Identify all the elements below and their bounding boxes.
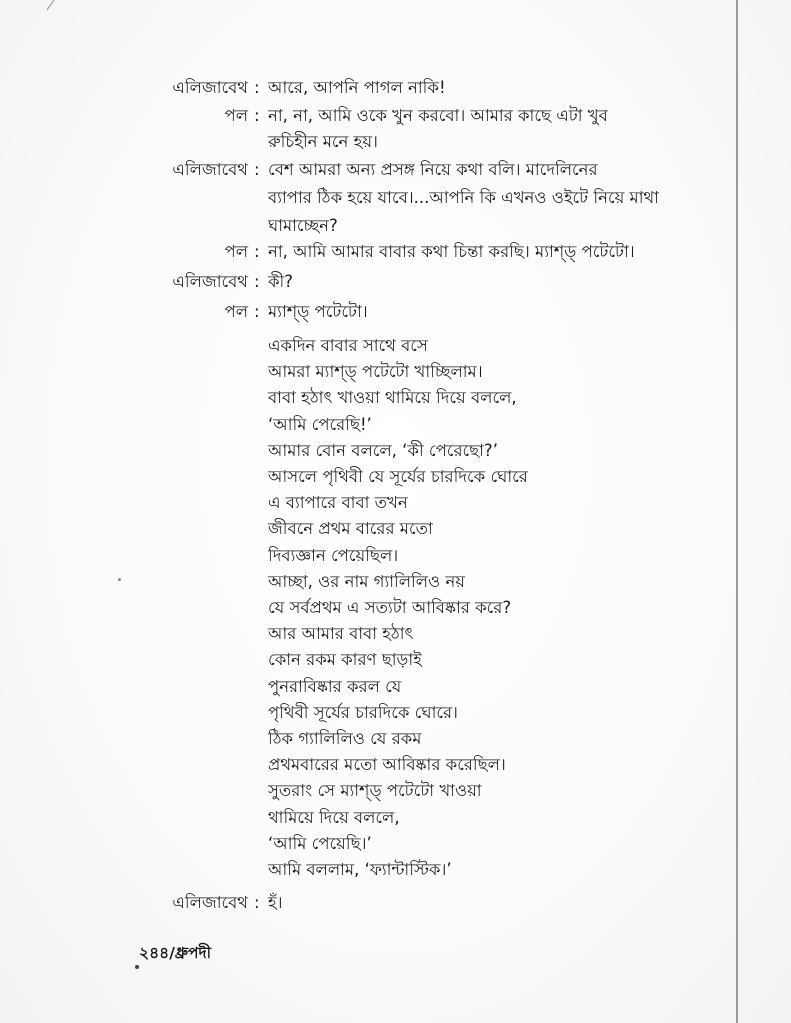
dialogue-line: ঘামাচ্ছেন? [268, 216, 338, 235]
monologue-line: প্রথমবারের মতো আবিষ্কার করেছিল। [268, 755, 506, 775]
speck [135, 965, 139, 969]
monologue-line: ‘আমি পেরেছি!’ [268, 414, 372, 434]
monologue-line: ‘আমি পেয়েছি।’ [268, 833, 372, 853]
speaker-colon: : [254, 272, 260, 291]
dialogue-line: না, আমি আমার বাবার কথা চিন্তা করছি। ম্যাশ্‌ড্‌ পটেটো। [268, 242, 635, 261]
speaker-name: এলিজাবেথ [172, 78, 248, 97]
monologue-line: ঠিক গ্যালিলিও যে রকম [268, 729, 422, 748]
speaker-name: পল [224, 106, 248, 125]
monologue-line: বাবা হঠাৎ খাওয়া থামিয়ে দিয়ে বললে, [268, 388, 517, 408]
dialogue-line: ব্যাপার ঠিক হয়ে যাবে।...আপনি কি এখনও ওইটে নিয়ে মাথা [268, 188, 659, 207]
speaker-colon: : [254, 893, 260, 912]
dialogue-line: না, না, আমি ওকে খুন করবো। আমার কাছে এটা খুব [268, 106, 608, 125]
page-edge-line [736, 0, 738, 1023]
dialogue-line: ম্যাশ্‌ড্‌ পটেটো। [268, 302, 368, 321]
page-footer: ২৪৪/ধ্রুপদী [139, 944, 212, 962]
monologue-line: আচ্ছা, ওর নাম গ্যালিলিও নয় [268, 571, 466, 591]
speaker-colon: : [254, 78, 260, 97]
speaker-colon: : [254, 242, 260, 261]
dialogue-line: কী? [268, 272, 294, 291]
speaker-name: পল [224, 242, 248, 261]
speaker-name: পল [224, 302, 248, 321]
monologue-line: একদিন বাবার সাথে বসে [268, 336, 428, 355]
speaker-colon: : [254, 106, 260, 125]
speaker-name: এলিজাবেথ [172, 893, 248, 912]
dialogue-line: বেশ আমরা অন্য প্রসঙ্গ নিয়ে কথা বলি। মাদেলিনের [268, 160, 598, 179]
monologue-line: কোন রকম কারণ ছাড়াই [268, 650, 422, 670]
monologue-line: থামিয়ে দিয়ে বললে, [268, 807, 400, 827]
monologue-line: জীবনে প্রথম বারের মতো [268, 519, 433, 539]
monologue-line: দিব্যজ্ঞান পেয়েছিল। [268, 545, 399, 565]
dialogue-line: আরে, আপনি পাগল নাকি! [268, 78, 446, 97]
monologue-line: পৃথিবী সূর্যের চারদিকে ঘোরে। [268, 702, 458, 722]
speaker-colon: : [254, 302, 260, 321]
monologue-line: এ ব্যাপারে বাবা তখন [268, 493, 408, 513]
monologue-line: আমার বোন বললে, ‘কী পেরেছো?’ [268, 440, 498, 460]
speck [118, 578, 121, 581]
monologue-line: আমরা ম্যাশ্‌ড্‌ পটেটো খাচ্ছিলাম। [268, 362, 483, 382]
monologue-line: পুনরাবিষ্কার করল যে [268, 676, 402, 696]
speaker-name: এলিজাবেথ [172, 272, 248, 291]
speaker-name: এলিজাবেথ [172, 160, 248, 179]
monologue-line: আর আমার বাবা হঠাৎ [268, 624, 414, 644]
closing-line: হঁ। [268, 893, 283, 912]
dialogue-line: রুচিহীন মনে হয়। [268, 132, 378, 151]
speaker-colon: : [254, 160, 260, 179]
monologue-line: যে সর্বপ্রথম এ সত্যটা আবিষ্কার করে? [268, 598, 512, 617]
monologue-line: সুতরাং সে ম্যাশ্‌ড্‌ পটেটো খাওয়া [268, 781, 482, 801]
monologue-line: আমি বললাম, ‘ফ্যান্টাস্টিক।’ [268, 860, 452, 879]
monologue-line: আসলে পৃথিবী যে সূর্যের চারদিকে ঘোরে [268, 467, 528, 486]
